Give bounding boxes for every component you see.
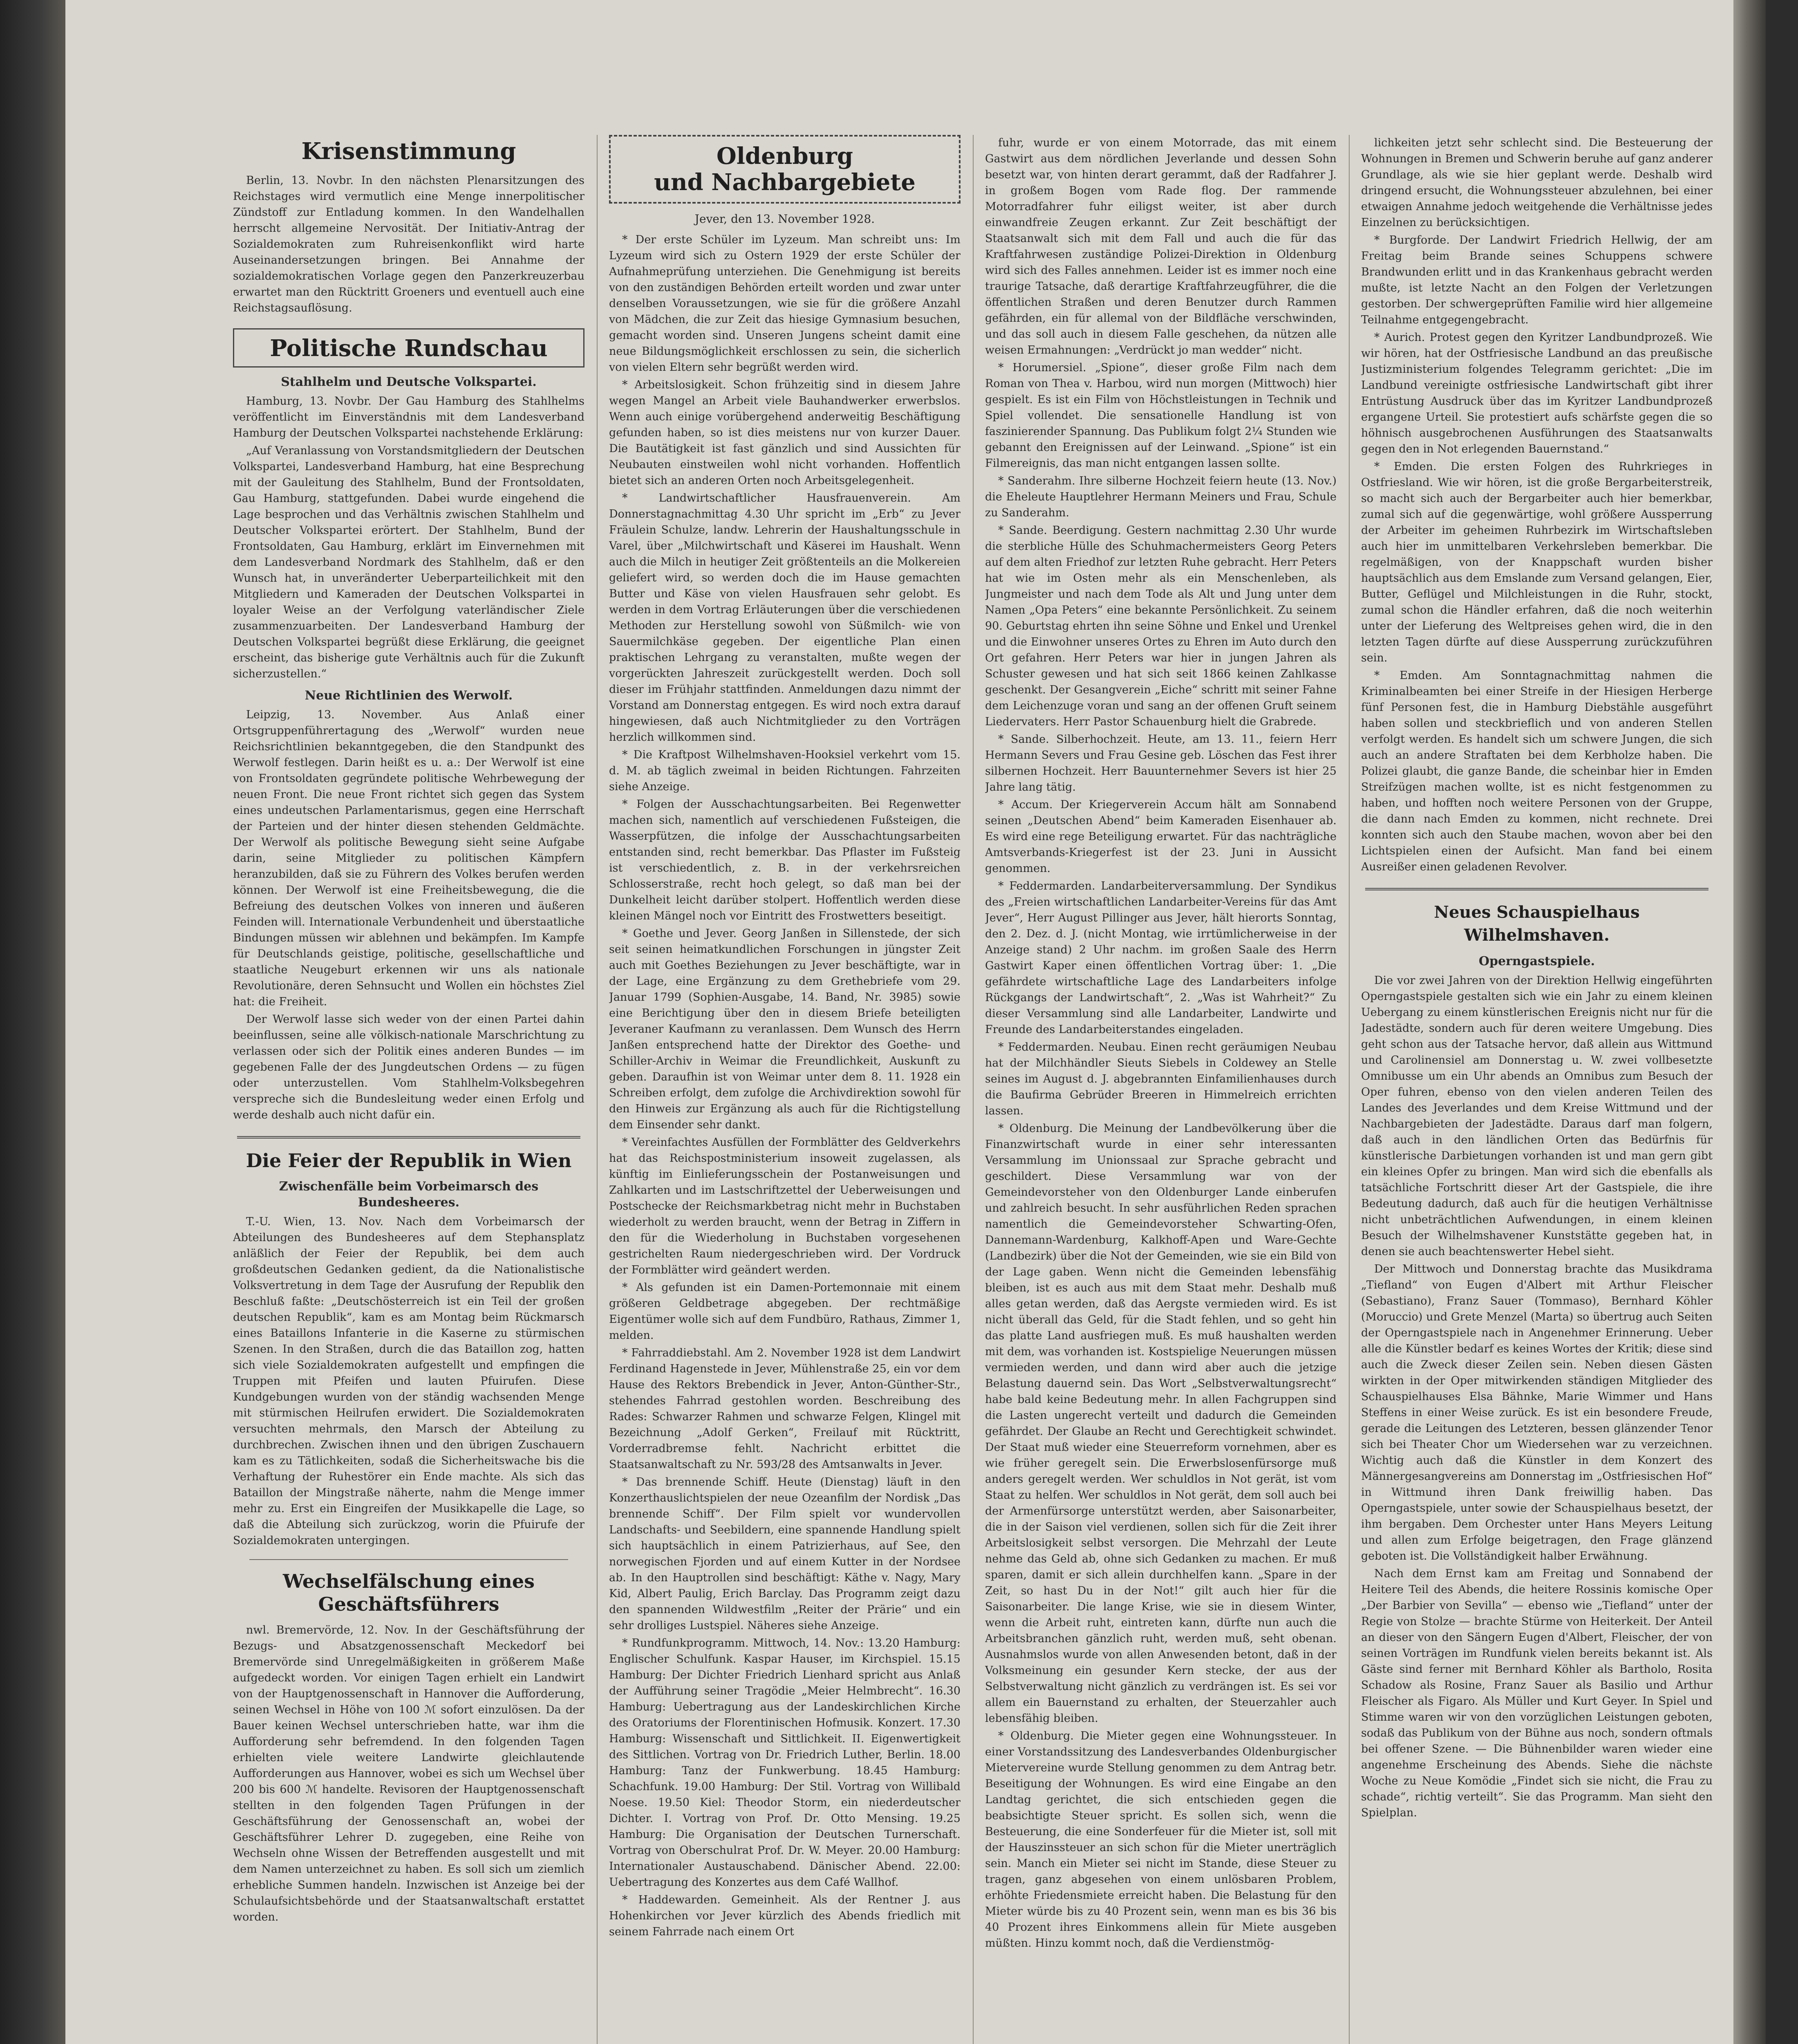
subheadline-stahlhelm: Stahlhelm und Deutsche Volkspartei.: [281, 375, 537, 389]
article-paragraph: * Feddermarden. Neubau. Einen recht geräumigen Neubau hat der Milchhändler Sieuts Siebels in Coldewey an Stelle seines im August d. J. abgebrannten Einfamilienhauses durch die Baufirma Gebrüder Breeren in Himmelreich errichten lassen.: [985, 1041, 1337, 1117]
article-paragraph: T.-U. Wien, 13. Nov. Nach dem Vorbeimarsch der Abteilungen des Bundesheeres auf dem Stephansplatz anläßlich der Feier der Republik, bei dem auch großdeutschen Gedanken gedient, da die Nationalistische Volksvertretung in dem Tage der Ausrufung der Republik den Beschluß faßte: „Deutschösterreich ist ein Teil der großen deutschen Republik“, kam es am Montag beim Rückmarsch eines Bataillons Infanterie in die Kaserne zu stürmischen Szenen. In den Straßen, durch die das Bataillon zog, hatten sich viele Sozialdemokraten aufgestellt und empfingen die Truppen mit Pfeifen und lauten Pfuirufen. Diese Kundgebungen wurden von der ständig wachsenden Menge mit stürmischen Heilrufen erwidert. Die Sozialdemokraten versuchten mehrmals, den Marsch der Abteilung zu durchbrechen. Zwischen ihnen und den übrigen Zuschauern kam es zu Tätlichkeiten, sodaß die Sicherheitswache bis die Verhaftung der Ruhestörer ein Ende machte. Als sich das Bataillon der Mingstraße näherte, nahm die Menge immer mehr zu. Erst ein Eingreifen der Musikkapelle die Lage, so daß die Abteilung sich zurückzog, worin die Pfuirufe der Sozialdemokraten untergingen.: [233, 1215, 584, 1547]
article-paragraph: * Der erste Schüler im Lyzeum. Man schreibt uns: Im Lyzeum wird sich zu Ostern 1929 der erste Schüler der Aufnahmeprüfung unterziehen. Die Genehmigung ist bereits von den zuständigen Behörden erteilt worden und zwar unter denselben Voraussetzungen, wie sie für die größere Anzahl von Mädchen, die zur Zeit das hiesige Gymnasium besuchen, gemacht worden sind. Unseren Jungens scheint damit eine neue Bildungsmöglichkeit erschlossen zu sein, die sicherlich von vielen Eltern sehr begrüßt werden wird.: [609, 233, 961, 374]
article-paragraph: * Emden. Am Sonntagnachmittag nahmen die Kriminalbeamten bei einer Streife in der Hiesigen Herberge fünf Personen fest, die in Hamburg Diebstähle ausgeführt haben sollen und steckbrieflich und von anderen Stellen verfolgt werden. Es handelt sich um schwere Jungen, die sich auch an andere Straftaten bei dem Kerbholze haben. Die Polizei glaubt, die ganze Bande, die scheinbar hier in Emden Streifzügen machen wollte, ist es nicht festgenommen zu haben, und hofften noch weitere Personen von der Gruppe, die dann nach Emden zu kommen, nicht rechnete. Drei konnten sich auch den Staube machen, wovon aber bei den Lichtspielen einen der Aufsicht. Man fand bei einem Ausreißer einen geladenen Revolver.: [1361, 669, 1713, 873]
newspaper-page: [65, 0, 1766, 2044]
article-paragraph: * Sande. Beerdigung. Gestern nachmittag 2.30 Uhr wurde die sterbliche Hülle des Schuhmachermeisters Georg Peters auf dem alten Friedhof zur letzten Ruhe gebracht. Herr Peters hat wie im Osten mehr als ein Menschenleben, als Jungmeister und nach dem Tode als Alt und Jung unter dem Namen „Opa Peters“ eine bekannte Persönlichkeit. Zu seinem 90. Geburtstag ehrten ihn seine Söhne und Enkel und Urenkel und die Einwohner unseres Ortes zu Ehren im Auto durch den Ort gefahren. Herr Peters war hier in jungen Jahren als Schuster gewesen und hat sich seit 1866 keinen Zahlkasse geschenkt. Der Gesangverein „Eiche“ schritt mit seiner Fahne dem Leichenzuge voran und sang an der offenen Gruft seinem Liedervaters. Herr Pastor Schauenburg hielt die Grabrede.: [985, 524, 1337, 728]
article-paragraph: * Rundfunkprogramm. Mittwoch, 14. Nov.: 13.20 Hamburg: Englischer Schulfunk. Kaspar Hauser, im Kirchspiel. 15.15 Hamburg: Der Dichter Friedrich Lienhard spricht aus Anlaß der Aufführung seiner Tragödie „Meier Helmbrecht“. 16.30 Hamburg: Uebertragung aus der Landeskirchlichen Kirche des Oratoriums der Florentinischen Hofmusik. Konzert. 17.30 Hamburg: Wissenschaft und Sittlichkeit. II. Eigenwertigkeit des Sittlichen. Vortrag von Dr. Friedrich Luther, Berlin. 18.00 Hamburg: Tanz der Funkwerbung. 18.45 Hamburg: Schachfunk. 19.00 Hamburg: Der Stil. Vortrag von Willibald Noese. 19.50 Kiel: Theodor Storm, ein niederdeutscher Dichter. I. Vortrag von Prof. Dr. Otto Mensing. 19.25 Hamburg: Die Organisation der Deutschen Turnerschaft. Vortrag von Oberschulrat Prof. Dr. W. Meyer. 20.00 Hamburg: Internationaler Austauschabend. Dänischer Abend. 22.00: Uebertragung des Konzertes aus dem Café Wallhof.: [609, 1637, 961, 1889]
book-binding: [0, 0, 65, 2044]
article-paragraph: „Auf Veranlassung von Vorstandsmitgliedern der Deutschen Volkspartei, Landesverband Hamburg, hat eine Besprechung mit der Gauleitung des Stahlhelm, Bund der Frontsoldaten, Gau Hamburg, stattgefunden. Dabei wurde eingehend die Lage besprochen und das Verhältnis zwischen Stahlhelm und Deutscher Volkspartei erörtert. Der Stahlhelm, Bund der Frontsoldaten, Gau Hamburg, erklärt im Einvernehmen mit dem Landesverband Nordmark des Stahlhelm, daß er den Wunsch hat, in unveränderter Ueberparteilichkeit mit den Mitgliedern und Kameraden der Deutschen Volkspartei in loyaler Weise an der Verfolgung vaterländischer Ziele zusammenzuarbeiten. Der Landesverband Hamburg der Deutschen Volkspartei begrüßt diese Erklärung, die geeignet erscheint, das bisherige gute Verhältnis auch für die Zukunft sicherzustellen.“: [233, 444, 584, 680]
article-paragraph: * Folgen der Ausschachtungsarbeiten. Bei Regenwetter machen sich, namentlich auf verschiedenen Fußsteigen, die Wasserpfützen, die infolge der Ausschachtungsarbeiten entstanden sind, recht bemerkbar. Das Pflaster im Fußsteig ist verschiedentlich, z. B. in der verkehrsreichen Schlosserstraße, recht hoch gelegt, so daß man bei der Dunkelheit leicht darüber stolpert. Hoffentlich werden diese kleinen Mängel noch vor Eintritt des Frostwetters beseitigt.: [609, 798, 961, 922]
section-title-oldenburg: Oldenburg: [716, 143, 853, 170]
dateline: Jever, den 13. November 1928.: [694, 212, 875, 226]
headline-feier-republik-wien: Die Feier der Republik in Wien: [246, 1150, 572, 1172]
column-1: [233, 135, 584, 2044]
article-paragraph: * Emden. Die ersten Folgen des Ruhrkrieges in Ostfriesland. Wie wir hören, ist die große Bergarbeiterstreik, so macht sich auch der Bergarbeiter auch hier bemerkbar, zumal sich auf die gegenwärtige, wohl größere Aussperrung der Arbeiter im geheimen Ruhrbezirk im Wirtschaftsleben auch hier im unmittelbaren Verkehrsleben bemerkbar. Die regelmäßigen, von der Knappschaft wurden bisher hauptsächlich aus dem Emslande zum Versand gelangen, Eier, Butter, Geflügel und Milchleistungen in die Ruhr, stockt, zumal schon die Händler erfahren, daß die noch weiterhin unter der Lieferung des Weltpreises gehen wird, die in den letzten Tagen dürfte auf diese Aussperrung zurückzuführen sein.: [1361, 460, 1713, 664]
column-rule: [597, 135, 598, 2044]
article-paragraph: * Die Kraftpost Wilhelmshaven-Hooksiel verkehrt vom 15. d. M. ab täglich zweimal in beiden Richtungen. Fahrzeiten siehe Anzeige.: [609, 749, 961, 793]
article-paragraph: * Goethe und Jever. Georg Janßen in Sillenstede, der sich seit seinen heimatkundlichen Forschungen in jüngster Zeit auch mit Goethes Beziehungen zu Jever beschäftigte, war in der Lage, eine Ergänzung zu dem Grethebriefe vom 29. Januar 1799 (Sophien-Ausgabe, 14. Band, Nr. 3985) sowie eine Berichtigung über den in diesem Briefe beteiligten Jeveraner Kaufmann zu veranlassen. Dem Wunsch des Herrn Janßen entsprechend hatte der Direktor des Goethe- und Schiller-Archiv in Weimar die Freundlichkeit, Auskunft zu geben. Daraufhin ist von Weimar unter dem 8. 11. 1928 ein Schreiben erfolgt, dem zufolge die Archivdirektion sowohl für den Hinweis zur Ergänzung als auch für die Richtigstellung dem Einsender sehr dankt.: [609, 927, 961, 1131]
headline-politische-rundschau: Politische Rundschau: [270, 335, 548, 362]
column-rule: [973, 135, 974, 2044]
article-paragraph: fuhr, wurde er von einem Motorrade, das mit einem Gastwirt aus dem nördlichen Jeverlande und dessen Sohn besetzt war, von hinten derart gerammt, daß der Radfahrer J. in großem Bogen vom Rade flog. Der rammende Motorradfahrer fuhr eiligst weiter, ist aber durch einwandfreie Zeugen erkannt. Zur Zeit beschäftigt der Staatsanwalt sich mit dem Fall und auch die für das Kraftfahrwesen zuständige Polizei-Direktion in Oldenburg wird sich des Falles annehmen. Leider ist es immer noch eine traurige Tatsache, daß derartige Kraftfahrzeugführer, die die öffentlichen Straßen und deren Benutzer durch Rammen gefährden, ein für allemal von der Bildfläche verschwinden, und das soll auch in diesem Falle geschehen, da nützen alle weisen Ermahnungen: „Verdrückt jo man wedder“ nicht.: [985, 137, 1337, 356]
article-paragraph: * Accum. Der Kriegerverein Accum hält am Sonnabend seinen „Deutschen Abend“ beim Kameraden Eisenhauer ab. Es wird eine rege Beteiligung erwartet. Für das nachträgliche Amtsverbands-Kriegerfest ist der 23. Juni in Aussicht genommen.: [985, 798, 1337, 875]
subheadline-werwolf: Neue Richtlinien des Werwolf.: [305, 688, 513, 703]
subheadline-zwischenfaelle: Zwischenfälle beim Vorbeimarsch des Bundesheeres.: [279, 1179, 539, 1210]
column-3: [985, 135, 1337, 2044]
subheadline-operngastspiele: Operngastspiele.: [1478, 954, 1595, 968]
article-paragraph: Leipzig, 13. November. Aus Anlaß einer Ortsgruppenführertagung des „Werwolf“ wurden neue Reichsrichtlinien bekanntgegeben, die den Standpunkt des Werwolf festlegen. Darin heißt es u. a.: Der Werwolf ist eine von Frontsoldaten gegründete politische Wehrbewegung der neuen Front. Die neue Front richtet sich gegen das System eines undeutschen Parlamentarismus, gegen eine Herrschaft der Parteien und der hinter diesen stehenden Geldmächte. Der Werwolf als politische Bewegung sieht seine Aufgabe darin, seine Mitglieder zu politischen Kämpfern heranzubilden, daß sie zu Führern des Volkes berufen werden können. Der Werwolf ist eine Freiheitsbewegung, die die Befreiung des deutschen Volkes von inneren und äußeren Feinden will. Internationale Verbundenheit und überstaatliche Bindungen müssen wir ablehnen und bekämpfen. Im Kampfe für Deutschlands geistige, politische, gesellschaftliche und staatliche Neugeburt erkennen wir uns als nationale Revolutionäre, deren Sehnsucht und Wollen ein höchstes Ziel hat: die Freiheit.: [233, 708, 584, 1008]
article-paragraph: * Oldenburg. Die Meinung der Landbevölkerung über die Finanzwirtschaft wurde in einer sehr interessanten Versammlung im Unionssaal zur Sprache gebracht und geschildert. Diese Versammlung war von der Gemeindevorsteher von den Oldenburger Lande einberufen und zahlreich besucht. In sehr ausführlichen Reden sprachen namentlich die Gemeindevorsteher Schwarting-Ofen, Dannemann-Wardenburg, Kalkhoff-Apen und Ware-Gechte (Landbezirk) über die Not der Gemeinden, wie sie ein Bild von der Lage gaben. Wenn nicht die Gemeinden lebensfähig bleiben, ist es auch aus mit dem Staat mehr. Deshalb muß alles getan werden, daß das Aergste vermieden wird. Es ist nicht überall das Geld, für die Stadt fehlen, und so geht hin das platte Land ausfriegen muß. Es muß haushalten werden mit dem, was vorhanden ist. Kostspielige Neuerungen müssen vermieden werden, und dann wird aber auch die jetzige Belastung dauernd sein. Das Wort „Selbstverwaltungsrecht“ habe bald keine Bedeutung mehr. In allen Fachgruppen sind die Lasten ungerecht verteilt und dadurch die Gemeinden gefährdet. Der Glaube an Recht und Gerechtigkeit schwindet. Der Staat muß wieder eine Steuerreform vornehmen, aber es wie früher geregelt sein. Die Erwerbslosenfürsorge muß anders geregelt werden. Wer schuldlos in Not gerät, ist vom Staat zu helfen. Wer schuldlos in Not gerät, dem soll auch bei der Armenfürsorge unterstützt werden, aber Saisonarbeiter, die in der Saison viel verdienen, sollen sich für die Zeit ihrer Arbeitslosigkeit selbst versorgen. Die Mehrzahl der Leute nehme das Geld ab, ohne sich Gedanken zu machen. Er muß sparen, damit er sich allein durchhelfen kann. „Spare in der Zeit, so hast Du in der Not!“ gilt auch hier für die Saisonarbeiter. Die lange Krise, wie sie in diesem Winter, wenn die Arbeit ruht, eintreten kann, dürfte nun auch die Arbeitsbranchen gänzlich ruht, werden muß, seht obenan. Ausnahmslos wurde von allen Anwesenden betont, daß in der Volksmeinung ein gesunder Kern stecke, der aus der Selbstverwaltung nicht gänzlich zu verdrängen ist. Es sei vor allem ein Bauernstand zu erhalten, der Steuerzahler auch lebensfähig bleiben.: [985, 1122, 1337, 1725]
article-paragraph: * Feddermarden. Landarbeiterversammlung. Der Syndikus des „Freien wirtschaftlichen Landarbeiter-Vereins für das Amt Jever“, Herr August Pillinger aus Jever, hält hierorts Sonntag, den 2. Dez. d. J. (nicht Montag, wie irrtümlicherweise in der Anzeige stand) 2 Uhr nachm. im großen Saale des Herrn Gastwirt Kaper einen öffentlichen Vortrag über: 1. „Die gefährdete wirtschaftliche Lage des Landarbeiters infolge Rückgangs der Landwirtschaft“, 2. „Was ist Wahrheit?“ Zu dieser Versammlung sind alle Landarbeiter, Landwirte und Freunde des Landarbeiterstandes eingeladen.: [985, 880, 1337, 1036]
section-divider: [249, 1559, 568, 1560]
section-title-nachbargebiete: und Nachbargebiete: [654, 169, 916, 196]
article-paragraph: * Landwirtschaftlicher Hausfrauenverein. Am Donnerstagnachmittag 4.30 Uhr spricht im „Erb“ zu Jever Fräulein Schulze, landw. Lehrerin der Haushaltungsschule in Varel, über „Milchwirtschaft und Käserei im Haushalt. Wenn auch die Milch in heutiger Zeit größtenteils an die Molkereien geliefert wird, so werden doch die im Hause gemachten Butter und Käse von vielen Hausfrauen sehr gelobt. Es werden in dem Vortrag Erläuterungen über die verschiedenen Methoden zur Herstellung sowohl von Süßmilch- wie von Sauermilchkäse gegeben. Der eigentliche Plan einen praktischen Lehrgang zu veranstalten, mußte wegen der vorgerückten Jahreszeit zurückgestellt werden. Doch soll dieser im Frühjahr stattfinden. Anmeldungen dazu nimmt der Vorstand am Donnerstag entgegen. Es wird noch extra darauf hingewiesen, daß auch Nichtmitglieder zu den Vorträgen herzlich willkommen sind.: [609, 492, 961, 744]
headline-schauspielhaus: Neues Schauspielhaus Wilhelmshaven.: [1434, 903, 1640, 945]
article-paragraph: * Sanderahm. Ihre silberne Hochzeit feiern heute (13. Nov.) die Eheleute Hauptlehrer Hermann Meiners und Frau, Schule zu Sanderahm.: [985, 475, 1337, 519]
section-divider: [237, 1136, 580, 1139]
regional-section-header: [609, 135, 961, 204]
article-paragraph: Der Werwolf lasse sich weder von der einen Partei dahin beeinflussen, seine alle völkisch-nationale Marschrichtung zu verlassen oder sich der Politik eines anderen Bundes — im gegebenen Falle der des Jungdeutschen Ordens — zu fügen oder unterzustellen. Vom Stahlhelm-Volksbegehren verspreche sich die Bundesleitung weder einen Erfolg und werde deshalb auch nicht dafür ein.: [233, 1013, 584, 1121]
article-paragraph: * Haddewarden. Gemeinheit. Als der Rentner J. aus Hohenkirchen vor Jever kürzlich des Abends friedlich mit seinem Fahrrade nach einem Ort: [609, 1894, 961, 1938]
article-paragraph: Nach dem Ernst kam am Freitag und Sonnabend der Heitere Teil des Abends, die heitere Rossinis komische Oper „Der Barbier von Sevilla“ — ebenso wie „Tiefland“ unter der Regie von Stolze — brachte Stürme von Heiterkeit. Der Anteil an dieser von den Sängern Eugen d'Albert, Fleischer, der von seinen Vorträgen im Rundfunk vielen bereits bekannt ist. Als Gäste sind ferner mit Bernhard Köhler als Bartholo, Rosita Schadow als Rosine, Franz Sauer als Basilio und Arthur Fleischer als Figaro. Als Müller und Kurt Geyer. In Spiel und Stimme waren wir von den vorzüglichen Leistungen geboten, sodaß das Publikum von der Bühne aus noch, sondern oftmals bei offener Szene. — Die Bühnenbilder waren wieder eine angenehme Erscheinung des Abends. Siehe die nächste Woche zu Neue Komödie „Findet sich sie nicht, die Frau zu schade“, richtig verteilt“. Sie das Programm. Man sieht den Spielplan.: [1361, 1567, 1713, 1819]
article-paragraph: * Arbeitslosigkeit. Schon frühzeitig sind in diesem Jahre wegen Mangel an Arbeit viele Bauhandwerker erwerbslos. Wenn auch einige vorübergehend anderweitig Beschäftigung gefunden haben, so ist dies meistens nur von kurzer Dauer. Die Bautätigkeit ist fast gänzlich und sind Aussichten für Neubauten einstweilen wohl nicht vorhanden. Hoffentlich bietet sich an anderen Orten noch Arbeitsgelegenheit.: [609, 379, 961, 487]
column-4: [1361, 135, 1713, 2044]
article-paragraph: * Vereinfachtes Ausfüllen der Formblätter des Geldverkehrs hat das Reichspostministerium insoweit zugelassen, als künftig im Einlieferungsschein der Postanweisungen und Zahlkarten und im Lastschriftzettel der Ueberweisungen und Postschecke der Reichsmarkbetrag nicht mehr in Buchstaben wiederholt zu werden braucht, wenn der Betrag in Ziffern in den für die Wiederholung in Buchstaben vorgesehenen gestrichelten Raum niedergeschrieben wird. Der Vordruck der Formblätter wird geändert werden.: [609, 1136, 961, 1276]
article-paragraph: * Burgforde. Der Landwirt Friedrich Hellwig, der am Freitag beim Brande seines Schuppens schwere Brandwunden erlitt und in das Krankenhaus gebracht werden mußte, ist letzte Nacht an den Folgen der Verletzungen gestorben. Der schwergeprüften Familie wird hier allgemeine Teilnahme entgegengebracht.: [1361, 234, 1713, 326]
article-paragraph: * Aurich. Protest gegen den Kyritzer Landbundprozeß. Wie wir hören, hat der Ostfriesische Landbund an das preußische Justizministerium folgendes Telegramm gerichtet: „Die im Landbund vereinigte ostfriesische Landwirtschaft gibt ihrer Entrüstung Ausdruck über das im Kyritzer Landbundprozeß ergangene Urteil. Sie protestiert aufs schärfste gegen die so höhnisch ausgebrochenen Ausführungen des Staatsanwalts gegen den in Not erlegenden Bauernstand.“: [1361, 331, 1713, 455]
article-paragraph: * Horumersiel. „Spione“, dieser große Film nach dem Roman von Thea v. Harbou, wird nun morgen (Mittwoch) hier gespielt. Es ist ein Film von Höchstleistungen in Technik und Spiel vollendet. Die sensationelle Handlung ist von faszinierender Spannung. Das Publikum folgt 2¼ Stunden wie gebannt den Ereignissen auf der Leinwand. „Spione“ ist ein Filmereignis, das man nicht entgangen lassen sollte.: [985, 361, 1337, 470]
section-divider: [1365, 888, 1708, 890]
article-paragraph: Die vor zwei Jahren von der Direktion Hellwig eingeführten Operngastspiele gestalten sich wie ein Jahr zu einem kleinen Uebergang zu einem künstlerischen Ereignis nicht nur für die Jadestädte, sondern auch für deren weitere Umgebung. Dies geht schon aus der Tatsache hervor, daß allein aus Wittmund und Carolinensiel am Donnerstag u. W. zwei vollbesetzte Omnibusse um ein Uhr abends an Omnibus zum Besuch der Oper fuhren, ebenso von den vielen anderen Teilen des Landes des Jeverlandes und dem Kreise Wittmund und der Nachbargebieten der Jadestädte. Daraus darf man folgern, daß auch in den ländlichen Orten das Bedürfnis für künstlerische Darbietungen vorhanden ist und man gern gibt ein kleines Opfer zu bringen. Man wird sich die ebenfalls als tatsächliche Fortschritt dieser Art der Gastspiele, die ihre Bedeutung dadurch, daß auch für die heutigen Verhältnisse nicht unbeträchtlichen Aufwendungen, in einem kleinen Besuch der Wilhelmshavener Kunststätte gegeben hat, in denen sie auch beachtenswerter Hebel sieht.: [1361, 974, 1713, 1258]
article-paragraph: * Oldenburg. Die Mieter gegen eine Wohnungssteuer. In einer Vorstandssitzung des Landesverbandes Oldenburgischer Mietervereine wurde Stellung genommen zu dem Antrag betr. Beseitigung der Wohnungen. Es wird eine Eingabe an den Landtag gerichtet, die sich entschieden gegen die beabsichtigte Steuer spricht. Es sollen sich, wenn die Besteuerung, die eine Sonderfeuer für die Mieter ist, soll mit der Hauszinssteuer an sich schon für die Mieter unerträglich sein. Manch ein Mieter sei nicht im Stande, diese Steuer zu tragen, ganz abgesehen von einem unlösbaren Problem, erhöhte Friedensmiete erreicht haben. Die Belastung für den Mieter würde bis zu 40 Prozent sein, wenn man es bis 36 bis 40 Prozent ihres Einkommens allein für Miete ausgeben müßten. Hinzu kommt noch, daß die Verdienstmög-: [985, 1730, 1337, 1950]
article-paragraph: Der Mittwoch und Donnerstag brachte das Musikdrama „Tiefland“ von Eugen d'Albert mit Arthur Fleischer (Sebastiano), Franz Sauer (Tommaso), Bernhard Köhler (Moruccio) und Grete Menzel (Marta) so übertrug auch Seiten der Operngastspiele nach in Angenehmer Erinnerung. Ueber alle die Künstler bedarf es keines Wortes der Kritik; diese sind auch die Zweck dieser Zeilen sein. Neben diesen Gästen wirkten in der Oper mitwirkenden ständigen Mitglieder des Schauspielhauses Elsa Bähnke, Marie Wimmer und Hans Steffens in einer Weise zurück. Es ist ein besondere Freude, gerade die Leitungen des Letzteren, bessen glänzender Tenor sich bei Theater Chor um Wiedersehen war zu verzeichnen. Wichtig auch daß die Künstler in dem Konzert des Männergesangvereins am Donnerstag im „Ostfriesischen Hof“ in Wittmund ihren Dank freiwillig haben. Das Operngastspiele, unter sowie der Schauspielhaus besetzt, der ihm bergaben. Dem Orchester unter Hans Meyers Leitung und allen zum Erfolge beigetragen, den Frage glänzend geboten ist. Die Vollständigkeit halber Erwähnung.: [1361, 1263, 1713, 1562]
article-paragraph: nwl. Bremervörde, 12. Nov. In der Geschäftsführung der Bezugs- und Absatzgenossenschaft Meckedorf bei Bremervörde sind Unregelmäßigkeiten in größerem Maße aufgedeckt worden. Vor einigen Tagen erhielt ein Landwirt von der Hauptgenossenschaft in Hannover die Aufforderung, seinen Wechsel in Höhe von 100 ℳ sofort einzulösen. Da der Bauer keinen Wechsel unterschrieben hatte, war ihm die Aufforderung sehr befremdend. In den folgenden Tagen erhielten viele weitere Landwirte gleichlautende Aufforderungen aus Hannover, wobei es sich um Wechsel über 200 bis 600 ℳ handelte. Revisoren der Hauptgenossenschaft stellten in den folgenden Tagen Prüfungen in der Geschäftsführung der Genossenschaft an, wobei der Geschäftsführer Lehrer D. zugegeben, eine Reihe von Wechseln ohne Wissen der Betreffenden ausgestellt und mit dem Namen unterzeichnet zu haben. Es soll sich um ziemlich erhebliche Summen handeln. Inzwischen ist Anzeige bei der Schulaufsichtsbehörde und der Staatsanwaltschaft erstattet worden.: [233, 1624, 584, 1923]
article-paragraph: Hamburg, 13. Novbr. Der Gau Hamburg des Stahlhelms veröffentlicht im Einverständnis mit dem Landesverband Hamburg der Deutschen Volkspartei nachstehende Erklärung:: [233, 395, 584, 439]
article-paragraph: * Fahrraddiebstahl. Am 2. November 1928 ist dem Landwirt Ferdinand Hagenstede in Jever, Mühlenstraße 25, ein vor dem Hause des Rektors Brebendick in Jever, Anton-Günther-Str., stehendes Fahrrad gestohlen worden. Beschreibung des Rades: Schwarzer Rahmen und schwarze Felgen, Klingel mit Bezeichnung „Adolf Gerken“, Freilauf mit Rücktritt, Vorderradbremse fehlt. Nachricht erbittet die Staatsanwaltschaft zu Nr. 593/28 des Amtsanwalts in Jever.: [609, 1347, 961, 1471]
article-paragraph: Berlin, 13. Novbr. In den nächsten Plenarsitzungen des Reichstages wird vermutlich eine Menge innerpolitischer Zündstoff zur Entladung kommen. In den Wandelhallen herrscht allgemeine Nervosität. Der Initiativ-Antrag der Sozialdemokraten zum Ruhreisenkonflikt wird harte Auseinandersetzungen bringen. Bei Annahme der sozialdemokratischen Vorlage gegen den Panzerkreuzerbau erwartet man den Rücktritt Groeners und eventuell auch eine Reichstagsauflösung.: [233, 174, 584, 314]
article-paragraph: * Sande. Silberhochzeit. Heute, am 13. 11., feiern Herr Hermann Severs und Frau Gesine geb. Löschen das Fest ihrer silbernen Hochzeit. Herr Bauunternehmer Severs ist hier 25 Jahre lang tätig.: [985, 733, 1337, 793]
headline-wechselfaelschung: Wechselfälschung eines Geschäftsführers: [282, 1570, 535, 1615]
article-paragraph: * Als gefunden ist ein Damen-Portemonnaie mit einem größeren Geldbetrage abgegeben. Der rechtmäßige Eigentümer wolle sich auf dem Fundbüro, Rathaus, Zimmer 1, melden.: [609, 1281, 961, 1342]
article-paragraph: lichkeiten jetzt sehr schlecht sind. Die Besteuerung der Wohnungen in Bremen und Schwerin beruhe auf ganz anderer Grundlage, als wie sie hier geplant werde. Deshalb wird dringend ersucht, die Wohnungssteuer abzulehnen, bei einer etwaigen Annahme jedoch weitgehende die Verhältnisse jedes Einzelnen zu berücksichtigen.: [1361, 137, 1713, 229]
article-paragraph: * Das brennende Schiff. Heute (Dienstag) läuft in den Konzerthauslichtspielen der neue Ozeanfilm der Nordisk „Das brennende Schiff“. Der Film spielt vor wundervollen Landschafts- und Seebildern, eine spannende Handlung spielt sich hauptsächlich in einem Patrizierhaus, auf See, den norwegischen Fjorden und auf einem Kutter in der Nordsee ab. In den Hauptrollen sind beschäftigt: Käthe v. Nagy, Mary Kid, Albert Paulig, Erich Barclay. Das Programm zeigt dazu den spannenden Wildwestfilm „Reiter der Prärie“ und ein sehr drolliges Lustspiel. Näheres siehe Anzeige.: [609, 1476, 961, 1632]
page-edge: [1733, 0, 1766, 2044]
section-frame: [233, 328, 584, 368]
article-columns: [233, 135, 1713, 2044]
headline-krisenstimmung: Krisenstimmung: [301, 138, 516, 165]
column-rule: [1349, 135, 1350, 2044]
column-2: [609, 135, 961, 2044]
